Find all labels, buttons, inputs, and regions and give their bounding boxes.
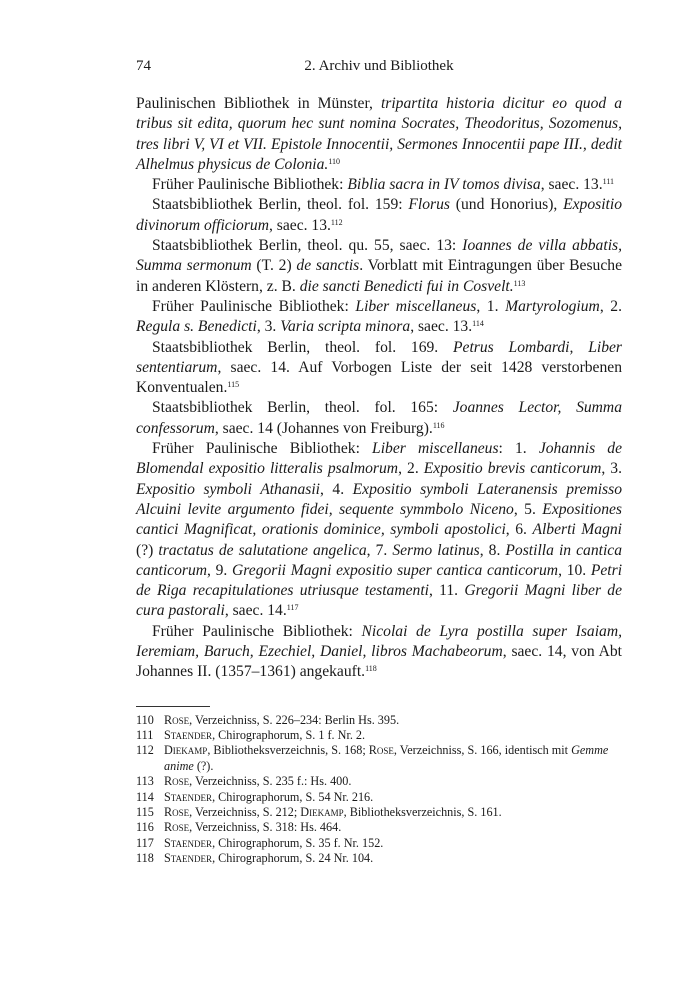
footnote bbox=[136, 851, 622, 866]
footnote bbox=[136, 743, 622, 774]
text-run: , 3. bbox=[601, 460, 622, 478]
footnote-text bbox=[164, 790, 373, 804]
text-run: Staatsbibliothek Berlin, theol. fol. 165: bbox=[152, 399, 453, 417]
italic-title: Martyrologium bbox=[505, 297, 600, 315]
italic-title: Gemme anime bbox=[164, 743, 609, 773]
footnote-reference: 114 bbox=[472, 319, 484, 329]
footnote bbox=[136, 790, 622, 805]
author-name: Staender bbox=[164, 851, 213, 866]
text-run: , Chirographorum, S. 35 f. Nr. 152. bbox=[212, 835, 384, 850]
italic-title: Florus bbox=[408, 196, 450, 214]
text-run: (?) bbox=[136, 541, 159, 559]
author-name: Rose bbox=[368, 743, 394, 758]
footnote-number: 116 bbox=[136, 820, 154, 835]
author-name: Staender bbox=[164, 728, 213, 743]
running-head: 2. Archiv und Bibliothek bbox=[304, 58, 454, 74]
text-run: . Vorblatt mit Eintragungen über Besuche in anderen Klöstern, z. B. bbox=[136, 257, 622, 295]
footnote-reference: 116 bbox=[432, 420, 445, 430]
italic-title: Joannes Lector, Summa confessorum bbox=[136, 399, 622, 437]
body-paragraph bbox=[136, 398, 622, 439]
text-run: , 1. bbox=[476, 297, 506, 315]
footnote-text bbox=[164, 805, 502, 819]
italic-title: Biblia sacra in IV tomos divisa bbox=[347, 176, 541, 194]
text-run: , Bibliotheksverzeichnis, S. 168; bbox=[207, 743, 369, 758]
footnote-text bbox=[164, 774, 351, 788]
italic-title: Gregorii Magni expositio super cantica canticorum bbox=[232, 561, 559, 579]
text-run: , 9. bbox=[207, 561, 233, 579]
text-run: , 3. bbox=[256, 318, 281, 336]
italic-title: Sermo latinus bbox=[392, 541, 480, 559]
italic-title: tripartita historia dicitur eo quod a tribus sit edita, quorum hec sunt nomina Socrates, Theodoritus, Sozomenus, tres libri V, VI et VII. Epistole Innocentii, Sermones Innocentii pape III., dedit Alhelmus physicus de Colonia. bbox=[136, 95, 622, 173]
footnote-reference: 115 bbox=[227, 380, 240, 390]
body-paragraph bbox=[136, 297, 622, 338]
footnote-text bbox=[164, 728, 365, 742]
text-run: Staatsbibliothek Berlin, theol. fol. 169. bbox=[152, 338, 454, 356]
text-run: Paulinischen Bibliothek in Münster, bbox=[136, 95, 381, 112]
text-run: , 7. bbox=[366, 541, 393, 559]
body-paragraph bbox=[136, 439, 622, 622]
body-paragraph bbox=[136, 195, 622, 236]
text-run: Früher Paulinische Bibliothek: bbox=[152, 622, 362, 640]
footnote-text bbox=[164, 743, 608, 772]
italic-title: Expositio symboli Athanasii bbox=[136, 480, 320, 498]
author-name: Rose bbox=[164, 805, 190, 820]
text-run: , Chirographorum, S. 24 Nr. 104. bbox=[212, 851, 374, 866]
footnotes bbox=[136, 713, 622, 867]
footnote bbox=[136, 820, 622, 835]
footnote bbox=[136, 836, 622, 851]
italic-title: Regula s. Benedicti bbox=[136, 318, 257, 336]
footnote-number: 110 bbox=[136, 712, 154, 727]
text-run: , saec. 13. bbox=[410, 318, 473, 336]
italic-title: Varia scripta minora bbox=[280, 318, 411, 336]
footnote-number: 115 bbox=[136, 805, 154, 820]
body-paragraph bbox=[136, 622, 622, 683]
text-run: , saec. 14. Auf Vorbogen Liste der seit 1428 verstorbenen Konventualen. bbox=[136, 358, 622, 397]
text-run: , 5. bbox=[513, 500, 543, 518]
footnote-number: 118 bbox=[136, 851, 154, 866]
body-paragraph bbox=[136, 236, 622, 297]
page-number: 74 bbox=[136, 58, 151, 74]
text-run: , saec. 14 (Johannes von Freiburg). bbox=[214, 419, 433, 437]
italic-title: Liber miscellaneus bbox=[372, 440, 499, 458]
italic-title: Petrus Lombardi, Liber sententiarum bbox=[136, 338, 622, 376]
footnote-number: 117 bbox=[136, 835, 154, 850]
italic-title: Expositiones cantici Magnificat, orationis dominice, symboli apostolici bbox=[136, 500, 622, 539]
text-run: , Verzeichniss, S. 318: Hs. 464. bbox=[189, 820, 342, 835]
text-run: , Verzeichniss, S. 212; bbox=[189, 805, 301, 820]
italic-title: tractatus de salutatione angelica bbox=[158, 541, 367, 559]
text-run: , 10. bbox=[558, 561, 591, 579]
text-run: , Chirographorum, S. 1 f. Nr. 2. bbox=[212, 728, 366, 743]
footnote-reference: 117 bbox=[286, 603, 299, 613]
footnote-reference: 110 bbox=[328, 156, 341, 166]
author-name: Rose bbox=[164, 774, 190, 789]
book-page bbox=[136, 58, 622, 867]
footnote-divider bbox=[136, 706, 210, 707]
footnote bbox=[136, 713, 622, 728]
author-name: Staender bbox=[164, 789, 213, 804]
text-run: (und Honorius), bbox=[449, 196, 564, 214]
text-run: , 8. bbox=[479, 541, 506, 559]
author-name: Diekamp bbox=[300, 805, 344, 820]
italic-title: de sanctis bbox=[296, 257, 360, 275]
text-run: (T. 2) bbox=[251, 257, 297, 275]
footnote-number: 111 bbox=[136, 728, 154, 743]
text-run: , Verzeichniss, S. 226–234: Berlin Hs. 395. bbox=[189, 712, 400, 727]
text-run: , 2. bbox=[398, 460, 424, 478]
author-name: Rose bbox=[164, 712, 190, 727]
footnote-reference: 111 bbox=[602, 177, 615, 187]
text-run: : 1. bbox=[498, 440, 539, 458]
body-text bbox=[136, 94, 622, 683]
footnote-text bbox=[164, 820, 341, 834]
text-run: , Chirographorum, S. 54 Nr. 216. bbox=[212, 789, 374, 804]
text-run: Früher Paulinische Bibliothek: bbox=[152, 297, 356, 315]
italic-title: Expositio symboli Lateranensis premisso Alcuini levite argumento fidei, sequente symmbolo Niceno bbox=[136, 480, 622, 518]
text-run: , 2. bbox=[599, 297, 622, 315]
footnote-reference: 113 bbox=[513, 278, 526, 288]
italic-title: die sancti Benedicti fui in Cosvelt. bbox=[299, 277, 514, 295]
italic-title: Liber miscellaneus bbox=[355, 297, 477, 315]
italic-title: Expositio brevis canticorum bbox=[423, 460, 602, 478]
text-run: Staatsbibliothek Berlin, theol. fol. 159: bbox=[152, 196, 409, 214]
text-run: , saec. 14. bbox=[224, 602, 287, 620]
text-run: , saec. 14, von Abt Johannes II. (1357–1361) angekauft. bbox=[136, 643, 622, 681]
footnote-number: 114 bbox=[136, 789, 154, 804]
footnote-text bbox=[164, 836, 383, 850]
text-run: , Verzeichniss, S. 166, identisch mit bbox=[393, 743, 572, 758]
italic-title: Gregorii Magni liber de cura pastorali bbox=[136, 582, 623, 620]
text-run: , saec. 13. bbox=[540, 176, 603, 194]
footnote-reference: 118 bbox=[365, 664, 377, 674]
italic-title: Johannis de Blomendal expositio litteralis psalmorum bbox=[136, 440, 622, 478]
footnote-text bbox=[164, 713, 399, 727]
text-run: Staatsbibliothek Berlin, theol. qu. 55, saec. 13: bbox=[152, 237, 463, 255]
body-paragraph bbox=[136, 338, 622, 399]
footnote-number: 112 bbox=[136, 743, 154, 758]
text-run: Früher Paulinische Bibliothek: bbox=[152, 440, 373, 458]
text-run: , 6. bbox=[505, 521, 533, 539]
body-paragraph bbox=[136, 175, 622, 195]
text-run: , Bibliotheksverzeichnis, S. 161. bbox=[343, 805, 502, 820]
page-header bbox=[136, 58, 622, 80]
italic-title: Expositio divinorum officiorum bbox=[136, 196, 623, 234]
author-name: Staender bbox=[164, 835, 213, 850]
italic-title: Petri de Riga recapitulationes utriusque testamenti bbox=[136, 561, 623, 600]
footnote-reference: 112 bbox=[330, 217, 343, 227]
text-run: , 11. bbox=[429, 582, 465, 600]
italic-title: Postilla in cantica canticorum bbox=[136, 541, 623, 579]
italic-title: Nicolai de Lyra postilla super Isaiam, Ieremiam, Baruch, Ezechiel, Daniel, libros Machabeorum bbox=[136, 622, 622, 661]
footnote bbox=[136, 774, 622, 789]
footnote-text bbox=[164, 851, 373, 865]
footnote bbox=[136, 805, 622, 820]
footnote-number: 113 bbox=[136, 774, 154, 789]
text-run: (?). bbox=[193, 758, 214, 773]
italic-title: Alberti Magni bbox=[532, 521, 623, 539]
text-run: , Verzeichniss, S. 235 f.: Hs. 400. bbox=[189, 774, 352, 789]
body-paragraph bbox=[136, 94, 622, 175]
text-run: , 4. bbox=[319, 480, 353, 498]
text-run: , saec. 13. bbox=[268, 216, 331, 234]
italic-title: Ioannes de villa abbatis, Summa sermonum bbox=[136, 237, 622, 275]
author-name: Diekamp bbox=[164, 743, 208, 758]
text-run: Früher Paulinische Bibliothek: bbox=[152, 176, 348, 194]
footnote bbox=[136, 728, 622, 743]
author-name: Rose bbox=[164, 820, 190, 835]
